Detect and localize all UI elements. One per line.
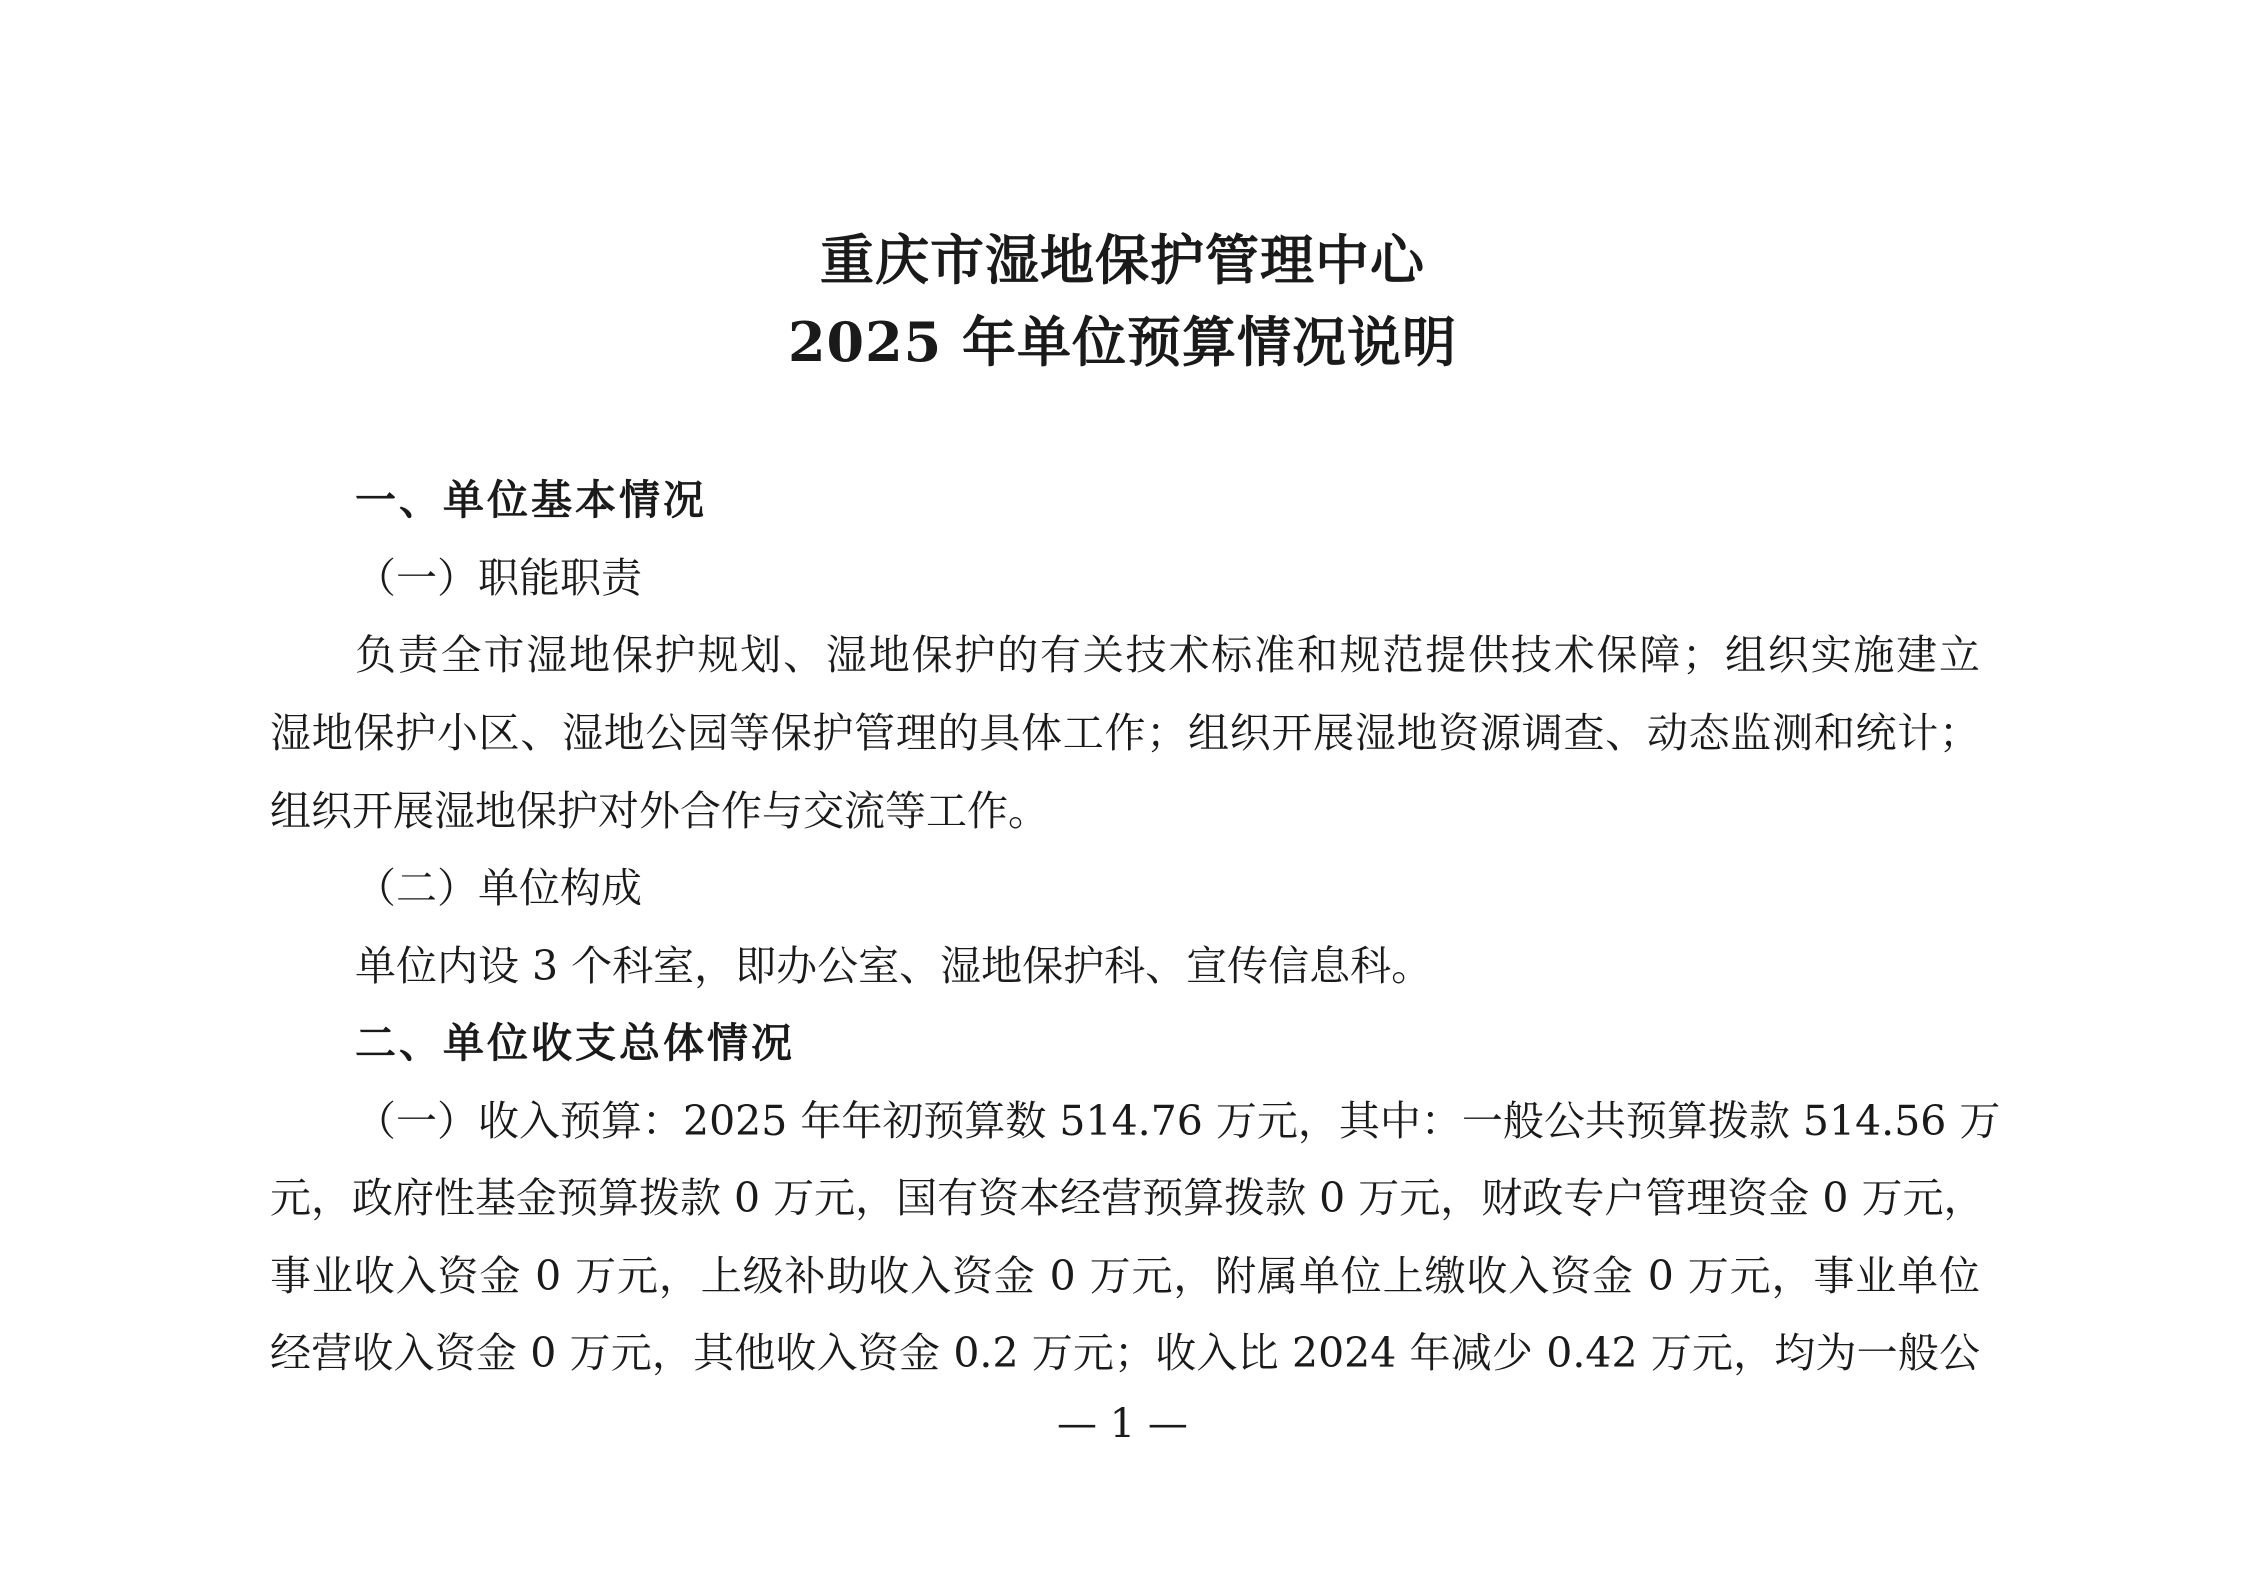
paragraph-line: 负责全市湿地保护规划、湿地保护的有关技术标准和规范提供技术保障；组织实施建立 [355, 631, 1980, 679]
section-heading-basic-info: 一、单位基本情况 [355, 476, 707, 524]
section-heading-budget-overview: 二、单位收支总体情况 [355, 1019, 795, 1067]
page-number: — 1 — [1057, 1401, 1188, 1447]
paragraph-line: 经营收入资金 0 万元，其他收入资金 0.2 万元；收入比 2024 年减少 0.42 万元，均为一般公 [270, 1329, 1980, 1377]
paragraph-line: 组织开展湿地保护对外合作与交流等工作。 [270, 787, 1049, 835]
paragraph-line: （一）收入预算：2025 年年初预算数 514.76 万元，其中：一般公共预算拨款 514.56 万 [355, 1097, 2001, 1145]
subheading-structure: （二）单位构成 [355, 864, 642, 912]
paragraph-line: 湿地保护小区、湿地公园等保护管理的具体工作；组织开展湿地资源调查、动态监测和统计； [270, 709, 1980, 757]
paragraph-line: 单位内设 3 个科室，即办公室、湿地保护科、宣传信息科。 [355, 942, 1433, 990]
subheading-functions: （一）职能职责 [355, 554, 642, 602]
paragraph-line: 事业收入资金 0 万元，上级补助收入资金 0 万元，附属单位上缴收入资金 0 万元，事业单位 [270, 1252, 1980, 1300]
document-title-line2: 2025 年单位预算情况说明 [787, 310, 1458, 374]
document-title-line1: 重庆市湿地保护管理中心 [820, 228, 1425, 292]
paragraph-line: 元，政府性基金预算拨款 0 万元，国有资本经营预算拨款 0 万元，财政专户管理资金 0 万元， [270, 1174, 1985, 1222]
